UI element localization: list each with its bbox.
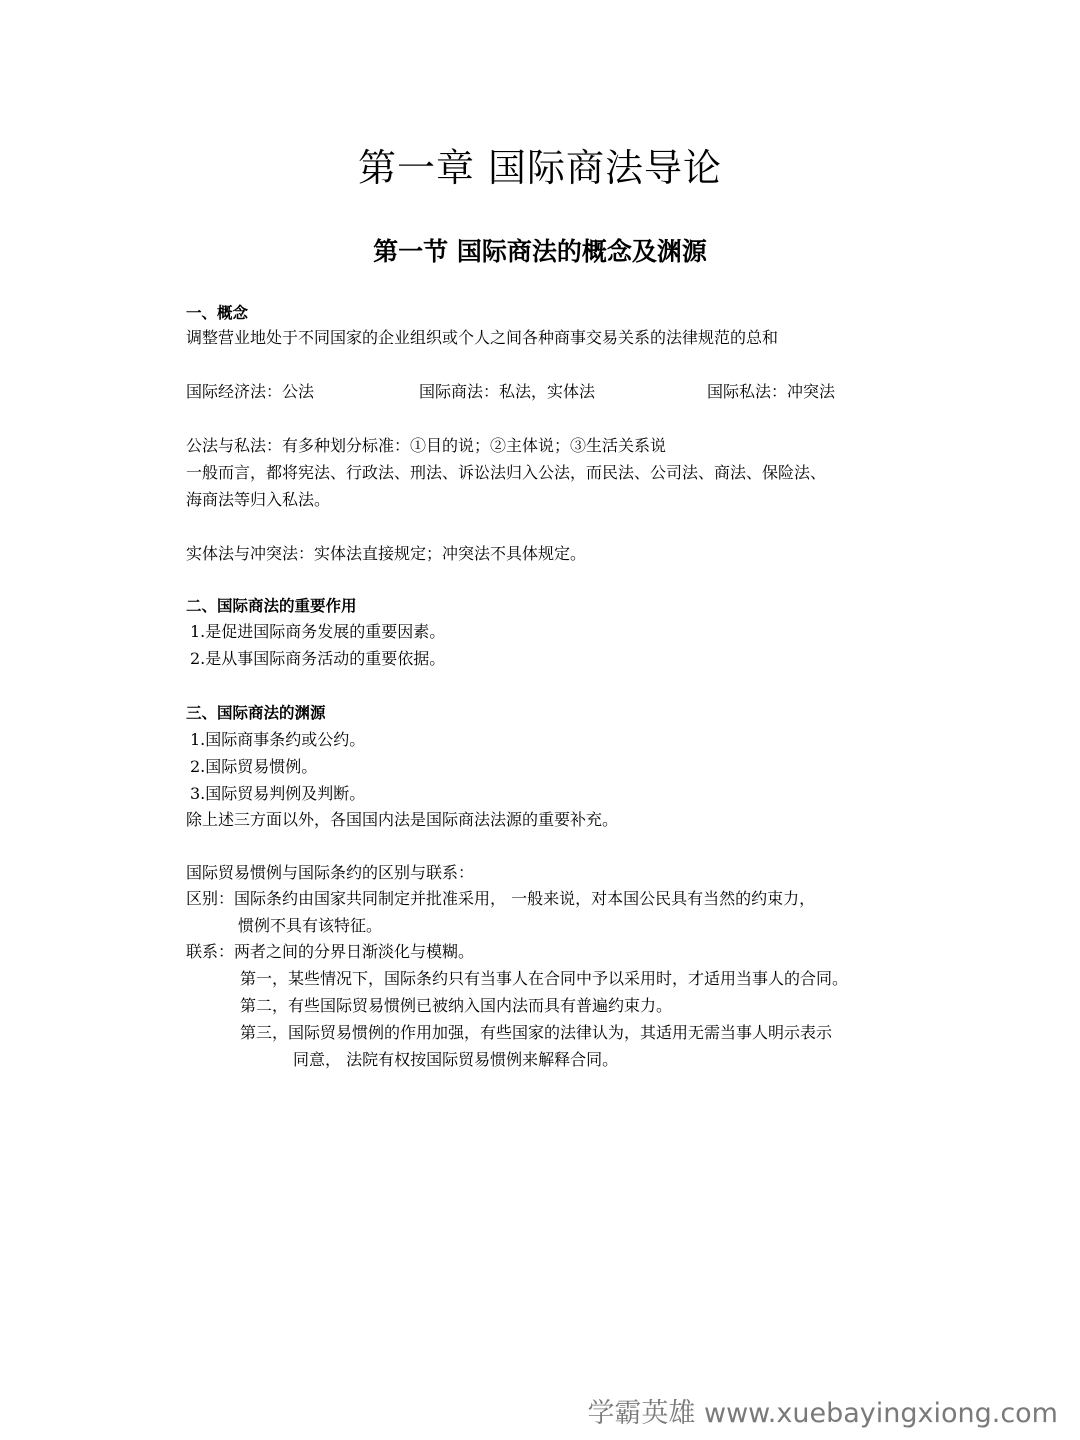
compare-commercial-law: 国际商法：私法，实体法 <box>419 382 596 401</box>
general-statement-line2: 海商法等归入私法。 <box>186 490 331 509</box>
connection-line: 联系：两者之间的分界日渐淡化与模糊。 <box>186 942 475 961</box>
connection-third-line2: 同意， 法院有权按国际贸易惯例来解释合同。 <box>293 1050 619 1069</box>
sources-item-3: 3.国际贸易判例及判断。 <box>190 784 366 803</box>
site-watermark: 学霸英雄 www.xuebayingxiong.com <box>587 1398 1058 1429</box>
difference-line2: 惯例不具有该特征。 <box>238 916 383 935</box>
connection-second: 第二，有些国际贸易惯例已被纳入国内法而具有普遍约束力。 <box>240 996 673 1015</box>
substantive-conflict-law: 实体法与冲突法：实体法直接规定；冲突法不具体规定。 <box>186 544 587 563</box>
chapter-title: 第一章 国际商法导论 <box>357 146 723 190</box>
connection-third-line1: 第三，国际贸易惯例的作用加强，有些国家的法律认为，其适用无需当事人明示表示 <box>240 1023 833 1042</box>
role-item-2: 2.是从事国际商务活动的重要依据。 <box>190 649 446 668</box>
public-private-law: 公法与私法：有多种划分标准：①目的说；②主体说；③生活关系说 <box>186 436 667 455</box>
sources-item-2: 2.国际贸易惯例。 <box>190 757 318 776</box>
difference-line1: 区别：国际条约由国家共同制定并批准采用， 一般来说，对本国公民具有当然的约束力， <box>186 889 816 908</box>
sources-heading: 三、国际商法的渊源 <box>186 704 326 722</box>
concept-heading: 一、概念 <box>186 304 249 322</box>
role-item-1: 1.是促进国际商务发展的重要因素。 <box>190 622 446 641</box>
sources-item-1: 1.国际商事条约或公约。 <box>190 730 366 749</box>
general-statement-line1: 一般而言，都将宪法、行政法、刑法、诉讼法归入公法，而民法、公司法、商法、保险法、 <box>186 463 827 482</box>
compare-private-law: 国际私法：冲突法 <box>707 382 836 401</box>
connection-first: 第一，某些情况下，国际条约只有当事人在合同中予以采用时，才适用当事人的合同。 <box>240 969 849 988</box>
section-title: 第一节 国际商法的概念及渊源 <box>373 237 707 266</box>
compare-economic-law: 国际经济法：公法 <box>186 382 315 401</box>
role-heading: 二、国际商法的重要作用 <box>186 597 357 615</box>
comparison-intro: 国际贸易惯例与国际条约的区别与联系： <box>186 863 475 882</box>
sources-note: 除上述三方面以外，各国国内法是国际商法法源的重要补充。 <box>186 810 619 829</box>
concept-definition: 调整营业地处于不同国家的企业组织或个人之间各种商事交易关系的法律规范的总和 <box>186 328 779 347</box>
